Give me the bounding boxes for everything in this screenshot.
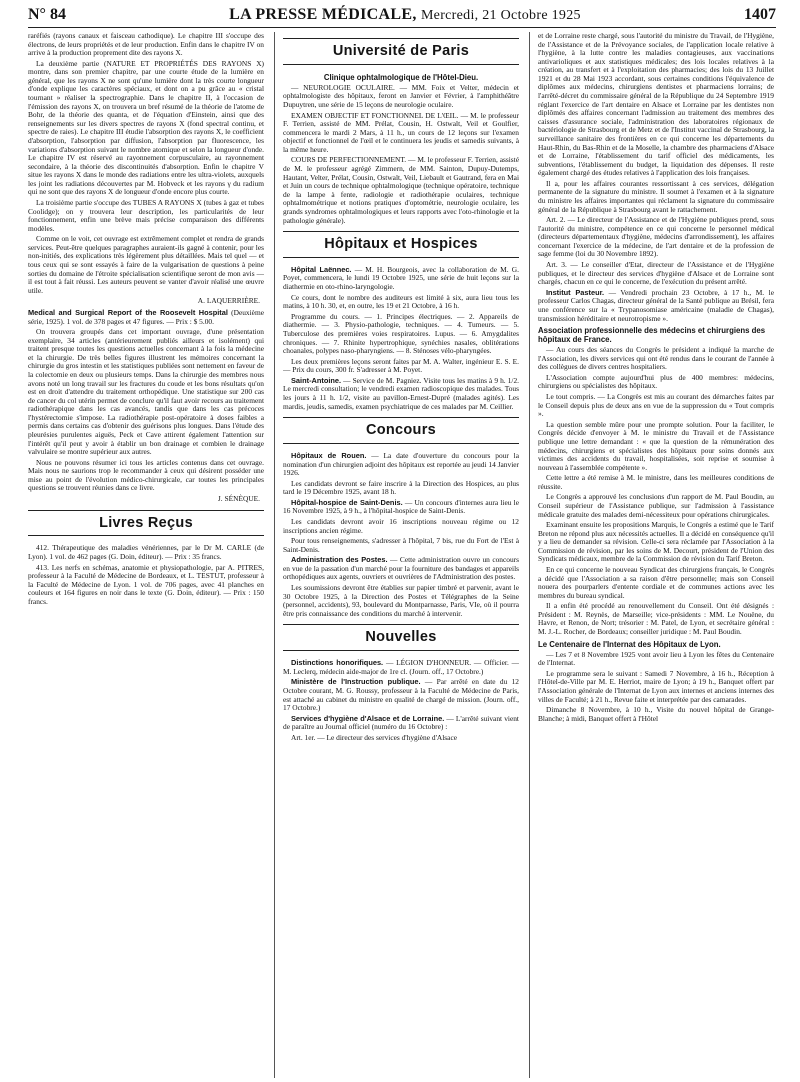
entry-title: Hôpitaux de Rouen. <box>291 450 367 460</box>
paragraph: Ce cours, dont le nombre des auditeurs est limité à six, aura lieu tous les matins, à 10 h. 30, et, en outre, les 19 et 21 Octobre, à 16 h. <box>283 292 519 311</box>
article-heading: Clinique ophtalmologique de l'Hôtel-Dieu. <box>323 72 479 82</box>
paragraph: — Les 7 et 8 Novembre 1925 vont avoir lieu à Lyon les fêtes du Centenaire de l'Internat. <box>538 649 774 668</box>
paragraph: Art. 1er. — Le directeur des services d'hygiène d'Alsace <box>291 732 458 742</box>
entry-title: Distinctions honorifiques. <box>291 658 384 668</box>
page-number: 1407 <box>743 6 776 23</box>
paragraph: Programme du cours. — 1. Principes électriques. — 2. Appareils de diathermie. — 3. Physio-pathologie, techniques. — 4. Tumeurs. — 5. Tuberculose des premières voies respiratoires. Lupus. — 6. Amygdalites chroniques. — 7. Rhinite hypertrophique, synéchies nasales, oblitérations choanales, polypes naso-pharyngiens. — 8. Sténoses vélo-pharyngées. <box>283 311 519 356</box>
section-heading-concours: Concours <box>283 417 519 444</box>
section-heading-hopitaux: Hôpitaux et Hospices <box>283 231 519 258</box>
entry-text: — Vendredi prochain 23 Octobre, à 17 h., M. le professeur Carlos Chagas, directeur général de la Santé publique au Brésil, fera une conférence sur la « Trypanosomiase américaine (maladie de Chagas), transmission héréditaire et neurotropisme ». <box>538 287 774 323</box>
paragraph: Cette lettre a été remise à M. le ministre, dans les meilleures conditions de réussite. <box>538 473 774 491</box>
paragraph: Le programme sera le suivant : Samedi 7 Novembre, à 16 h., Réception à l'Hôtel-de-Ville par M. E. Herriot, maire de Lyon; à 19 h., Banquet offert par l'Association générale de l'Internat de Lyon aux internes et anciens internes des villes de Faculté; à 21 h., Revue faite et interprétée par des camarades. <box>538 668 774 704</box>
news-entry <box>283 659 519 676</box>
paragraph: Les candidats devront se faire inscrire à la Direction des Hospices, au plus tard le 19 Décembre 1925, avant 18 h. <box>283 478 519 497</box>
paragraph: Le tout compris. — La Congrès est mis au courant des démarches faites par le Conseil depuis plus de deux ans en vue de la suppression du « Tout compris ». <box>538 392 774 419</box>
paragraph: En ce qui concerne le nouveau Syndicat des chirurgiens français, le Congrès a décidé que l'Association a sa raison d'être personnelle; mais son Conseil nouera des pourparlers d'entente cordiale et de communes actions avec les membres du bureau syndical. <box>538 565 774 600</box>
book-entry: 412. Thérapeutique des maladies vénériennes, par le Dr M. CARLE (de Lyon). 1 vol. de 462 pages (G. Doin, éditeur). — Prix : 35 francs. <box>28 543 264 562</box>
news-entry <box>283 452 519 478</box>
news-entry <box>283 377 519 411</box>
author-signature: A. LAQUERRIÈRE. <box>197 296 260 306</box>
article-heading: Le Centenaire de l'Internat des Hôpitaux de Lyon. <box>538 639 721 649</box>
entry-text: — L'arrêté suivant vient de paraître au Journal officiel (numéro du 16 Octobre) : <box>283 713 519 732</box>
news-entry <box>283 266 519 292</box>
entry-title: Institut Pasteur. <box>546 287 605 297</box>
column-1 <box>28 32 264 1078</box>
entry-text: — M. H. Bourgeois, avec la collaboration de M. G. Poyet, commencera, le lundi 19 Octobre 1925, une série de huit leçons sur la diathermie en oto-rhino-laryngologie. <box>283 264 519 292</box>
entry-title: Ministère de l'Instruction publique. <box>291 677 421 687</box>
paragraph: Nous ne pouvons résumer ici tous les articles contenus dans cet ouvrage. Mais nous ne saurions trop le recommander à ceux qui désirent posséder une mise au point de l'évolution médico-chirurgicale, car toutes les principales questions se trouvent réunies dans ce livre. <box>28 457 264 493</box>
journal-title <box>229 6 581 24</box>
paragraph: COURS DE PERFECTIONNEMENT. — M. le professeur F. Terrien, assisté de M. le professeur agrégé Zimmern, de MM. Sainton, Dupuy-Dutemps, Hautant, Velter, Prélat, Cousin, Ostwalt, Veil, Liebault et Gautrand, fera en Mai et Juin un cours de technique ophtalmologique (technique opératoire, technique de la lampe à fente, radiologie et radiothérapie oculaires, technique ophtalmométrique et notions pratiques d'optométrie, neurologie oculaire, les grands syndromes ophtalmologiques et leurs rapports avec l'oto-rhinologie et la pathologie générale). <box>283 155 519 225</box>
paragraph: La troisième partie s'occupe des TUBES A RAYONS X (tubes à gaz et tubes Coolidge); on y trouvera leur description, les particularités de leur fonctionnement, enfin une brève mais précise comparaison des différents modèles. <box>28 197 264 233</box>
entry-text: — Un concours d'internes aura lieu le 16 Novembre 1925, à 9 h., à l'hôpital-hospice de Saint-Denis. <box>283 497 519 516</box>
column-2 <box>283 32 519 1078</box>
entry-title: Saint-Antoine. <box>291 375 342 385</box>
section-heading-nouvelles: Nouvelles <box>283 624 519 651</box>
review-title: Medical and Surgical Report of the Roosevelt Hospital <box>28 307 228 317</box>
paragraph: Les deux premières leçons seront faites par M. A. Walter, ingénieur E. S. E. — Prix du cours, 300 fr. S'adresser à M. Poyet. <box>283 356 519 375</box>
section-heading-livres-recus: Livres Reçus <box>28 510 264 537</box>
paragraph: Art. 2. — Le directeur de l'Assistance et de l'Hygiène publiques prend, sous l'autorité du ministre, compétence en ce qui concerne le personnel médical (directeurs départementaux d'hygiène, médecins d'arrondissement), les affaires concernant l'exercice de la médecine, de l'art dentaire et de la profession de sage femme (loi du 30 Novembre 1892). <box>538 215 774 259</box>
entry-title: Administration des Postes. <box>291 555 388 565</box>
review-details: (Deuxième série, 1925). 1 vol. de 378 pages et 47 figures. — Prix : $ 5.00. <box>28 307 264 326</box>
issue-date: Mercredi, 21 Octobre 1925 <box>420 8 581 23</box>
paragraph: EXAMEN OBJECTIF ET FONCTIONNEL DE L'ŒIL. — M. le professeur F. Terrien, assisté de MM. Prélat, Cousin, H. Ostwalt, Veil et Goulfier, commencera le mardi 2 Mars, à 11 h., un cours de 12 leçons sur l'examen objectif et fonctionnel de l'œil et le continuera les jeudis et samedis suivants, à la même heure. <box>283 110 519 154</box>
paragraph: Art. 3. — Le conseiller d'Etat, directeur de l'Assistance et de l'Hygiène publiques, et le directeur des services d'hygiène d'Alsace et de Lorraine sont chargés, chacun en ce qui le concerne, de l'exécution du présent arrêté. <box>538 260 774 287</box>
author-signature: J. SÉNÈQUE. <box>217 494 260 504</box>
journal-name: LA PRESSE MÉDICALE, <box>229 6 417 23</box>
paragraph: Dimanche 8 Novembre, à 10 h., Visite du nouvel hôpital de Grange-Blanche; à midi, Banquet offert à l'Hôtel <box>538 705 774 723</box>
paragraph: — Au cours des séances du Congrès le président a indiqué la marche de l'Association, les divers services qui ont été rendus dans le courant de l'année à des collègues de divers centres hospitaliers. <box>538 345 774 372</box>
paragraph: et de Lorraine reste chargé, sous l'autorité du ministre du Travail, de l'Hygiène, de l'Assistance et de la Prévoyance sociales, de l'application locale relative à l'hygiène, à la lutte contre les maladies contagieuses, aux vaccinations antivarioliques et aux statistiques médicales; des lois locales relatives à la création, au transfert et à l'exploitation des pharmacies; des lois du 13 Juillet 1921 et du 28 Mai 1923 accordant, sous certaines conditions l'équivalence de diplômes aux médecins, chirurgiens dentistes et pharmaciens lorrains; de l'arrêté-décret du commissaire général de la République du 24 Septembre 1919 réglant l'exercice de l'art dentaire en Alsace et Lorraine par les dentistes non diplômés des affaires concernant l'admission au traitement des membres des caisses d'assurance sociale, l'administration des laboratoires régionaux de bactériologie de Strasbourg et de Metz et de l'Institut vaccinal de Strasbourg, la surveillance sanitaire des frontières en ce qui concerne les départements du Haut-Rhin, du Bas-Rhin et de la Moselle, la chambre des pharmaciens d'Alsace et de Lorraine, l'établissement du tarif officiel des médicaments, les subventions, l'établissement du budget, la liquidation des dépenses. Il reste également chargé des études relatives à l'application des lois françaises. <box>538 32 774 178</box>
paragraph: La question semble mûre pour une prompte solution. Pour la faciliter, le Congrès décide d'envoyer à M. le ministre du Travail et de l'Assistance publique une lettre demandant : « que la question de la rémunération des médecins, chirurgiens et spécialistes des hôpitaux pour soins donnés aux victimes des accidents du travail, hospitalisées, soit reprise et soumise à nouveau à l'assemblée compétente ». <box>538 419 774 472</box>
column-3 <box>538 32 774 1078</box>
page-header <box>28 6 776 28</box>
header-rule <box>28 27 776 28</box>
book-entry: 413. Les nerfs en schémas, anatomie et physiopathologie, par A. PITRES, professeur à la Faculté de Médecine de Bordeaux, et L. TESTUT, professeur à la Faculté de Médecine de Lyon. 1 vol. de 706 pages, avec 41 planches en couleurs et 164 figures en noir dans le texte (G. Doin, éditeur). — Prix : 150 francs. <box>28 562 264 606</box>
news-entry <box>283 499 519 516</box>
entry-text: — Cette administration ouvre un concours en vue de la passation d'un marché pour la fourniture des bandages et appareils orthopédiques aux agents, ouvriers et ouvrières de l'Administration des postes. <box>283 555 519 582</box>
review-entry <box>28 309 264 326</box>
paragraph: La deuxième partie (NATURE ET PROPRIÉTÉS DES RAYONS X) montre, dans son premier chapitre, par une courte étude de la lumière en général, que les rayons X ne sont qu'une lumière dont la très courte longueur d'onde explique les caractères spéciaux, et dont on a pu grâce au « cristal tournant » réaliser la spectrographie. Dans le chapitre II, à l'occasion de l'émission des rayons X, on trouvera un bref résumé de la théorie de l'atome de Bohr, de la théorie des quanta, et de l'équation d'Einstein, ainsi que des renseignements sur les divers spectres de rayons X (fond spectral continu, et spectre de raies). Le chapitre III étudie l'absorption des rayons X, le coefficient d'absorption, l'absorption par diffusion, l'absorption par fluorescence, les variations d'absorption suivant le nombre atomique et selon la longueur d'onde. Le chapitre IV est réservé au rayonnement corpusculaire, au rayonnement secondaire, à la théorie des discontinuités d'absorption. Enfin le chapitre V situe les rayons X dans le monde des radiations entre les ultra-violets, auxquels les joint les radiations découvertes par M. Hobveck et les rayons γ du radium qui ne sont que des rayons X de longueur d'onde encore plus courte. <box>28 58 264 197</box>
paragraph: Il a, pour les affaires courantes ressortissant à ces services, délégation permanente de la signature du ministre. Il soumet à l'examen et à la signature du ministre les affaires importantes qui réclament la signature du commissaire général de la République à Strasbourg avant le rattachement. <box>538 178 774 214</box>
section-heading-universite: Université de Paris <box>283 38 519 65</box>
paragraph: Pour tous renseignements, s'adresser à l'hôpital, 7 bis, rue du Fort de l'Est à Saint-Denis. <box>283 536 519 554</box>
column-divider <box>274 32 275 1078</box>
column-divider <box>529 32 530 1078</box>
news-entry <box>283 678 519 712</box>
paragraph: Examinant ensuite les propositions Marquis, le Congrès a estimé que le Tarif Breton ne répond plus aux nécessités actuelles. Il a décidé en conséquence qu'il y a lieu de demander sa révision. Celle-ci sera réclamée par l'Association à la Commission de révision, par les soins de M. Decourt, président de l'Union des Syndicats médicaux, membre de la Commission de révision du Tarif Breton. <box>538 520 774 564</box>
paragraph: Les soumissions devront être établies sur papier timbré et parvenir, avant le 30 Octobre 1925, à la Direction des Postes et Télégraphes de la Seine (personnel, accidents), 93, boulevard du Montparnasse, Paris, VIe, où il pourra être pris connaissance des conditions du marché à intervenir. <box>283 583 519 618</box>
entry-text: — Service de M. Pagniez. Visite tous les matins à 9 h. 1/2. Le mercredi consultation; le vendredi examen radioscopique des malades. Tous les jours à 11 h. 1/2, visite au pavillon-Ernest-Dupré (malades agités). Les mardis, jeudis, samedis, examen psychiatrique de ces malades par M. Ceillier. <box>283 375 519 411</box>
paragraph: On trouvera groupés dans cet important ouvrage, d'une présentation exemplaire, 34 articles (antérieurement publiés ailleurs et isolément) qui traitent presque toutes les questions actuelles concernant à la fois la médecine et la chirurgie. De très belles figures illustrent les mémoires concernant la chirurgie du gros intestin et les statistiques publiées sont nettement en faveur de la colectomie en deux ou plusieurs temps. Dans la chirurgie des membres nous avons noté un long travail sur les fractures du coude et les bons résultats qu'on est en droit d'attendre du traitement orthopédique. Une statistique sur 200 cas de cancer du col utérin permet de conclure qu'il faut avoir recours au traitement radiothérapique dans les cas avancés, tandis que dans les cas précoces l'hystérectomie s'impose. La radiothérapie post-opératoire à doses faibles a permis dans certains cas d'obtenir des guérisons plus longues. Dans l'étude des pleurésies purulentes aiguës, Peck et Cave attirent également l'attention sur l'intérêt qu'il peut y avoir à établir un bon drainage et combien le drainage valvulaire se montre supérieur aux autres. <box>28 327 264 457</box>
paragraph: raréfiés (rayons canaux et faisceau cathodique). Le chapitre III s'occupe des électrons, de leurs propriétés et de leur production. Enfin dans le chapitre IV on arrive à la production proprement dite des rayons X. <box>28 32 264 58</box>
news-entry <box>538 289 774 323</box>
entry-text: — Par arrêté en date du 12 Octobre courant, M. G. Roussy, professeur à la Faculté de Médecine de Paris, est attaché au cabinet du ministre en qualité de chargé de mission. (Journ. off., 17 Octobre.) <box>283 677 519 713</box>
issue-number: N° 84 <box>28 6 66 23</box>
news-entry <box>283 715 519 732</box>
paragraph: — NEUROLOGIE OCULAIRE. — MM. Foix et Velter, médecin et ophtalmologiste des hôpitaux, feront en Janvier et Février, à l'amphithéâtre Dupuytren, une série de 15 leçons de neurologie oculaire. <box>283 82 519 109</box>
entry-text: — La date d'ouverture du concours pour la nomination d'un chirurgien adjoint des hôpitaux est reportée au jeudi 14 Janvier 1926. <box>283 450 519 478</box>
news-entry <box>283 556 519 582</box>
entry-title: Services d'hygiène d'Alsace et de Lorraine. <box>291 713 445 723</box>
entry-title: Hôpital Laënnec. <box>291 264 352 274</box>
paragraph: Le Congrès a approuvé les conclusions d'un rapport de M. Paul Boudin, au Conseil supérieur de l'Assistance publique, sur l'admission à l'assistance médicale gratuite des malades demi-nécessiteux pour opérations chirurgicales. <box>538 492 774 519</box>
paragraph: Il a enfin été procédé au renouvellement du Conseil. Ont été désignés : Président : M. Reynès, de Marseille; vice-présidents : MM. Le Nouëne, du Havre, et Renon, de Nort; trésorier : M. Patel, de Lyon, et secrétaire général : M. J.-L. Rocher, de Bordeaux; conseiller juridique : M. Paul Boudin. <box>538 601 774 637</box>
article-heading: Association professionnelle des médecins et chirurgiens des hôpitaux de France. <box>538 326 766 345</box>
entry-text: — LÉGION D'HONNEUR. — Officier. — M. Leclerq, médecin aide-major de 1re cl. (Journ. off., 17 Octobre.) <box>283 658 519 676</box>
paragraph: Comme on le voit, cet ouvrage est extrêmement complet et rendra de grands services. Peut-être quelques paragraphes auraient-ils gagné à contenir, pour les non-initiés, des explications très légèrement plus détaillées. Mais tel quel — et tous ceux qui se sont essayés à faire de la vulgarisation de questions à peine sorties du domaine de l'étroite spécialisation scientifique seront de mon avis — il est tout à fait réussi. Les auteurs peuvent se vanter d'avoir réalisé une œuvre utile. <box>28 234 264 295</box>
entry-title: Hôpital-hospice de Saint-Denis. <box>291 497 403 507</box>
paragraph: L'Association compte aujourd'hui plus de 400 membres: médecins, chirurgiens ou spécialistes des hôpitaux. <box>538 372 774 391</box>
paragraph: Les candidats devront avoir 16 inscriptions nouveau régime ou 12 inscriptions ancien régime. <box>283 517 519 535</box>
